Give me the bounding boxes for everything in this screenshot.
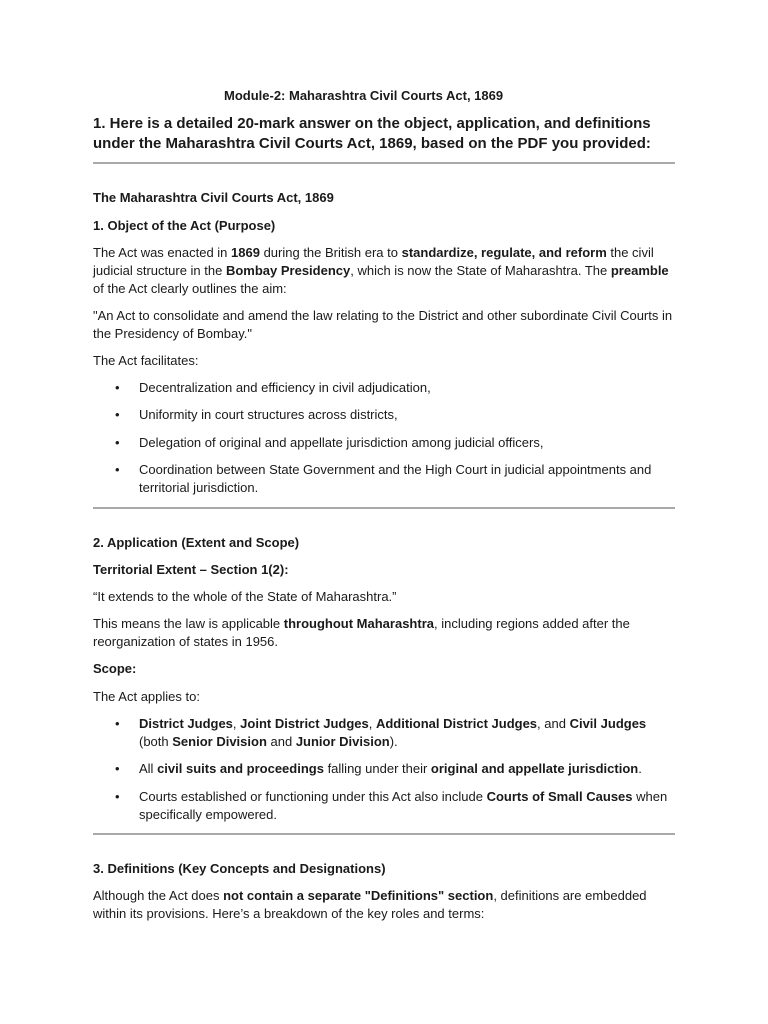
list-item bbox=[93, 379, 675, 397]
applies-label: The Act applies to: bbox=[93, 689, 200, 704]
bold-run: District Judges bbox=[139, 716, 233, 731]
bold-run: preamble bbox=[610, 263, 669, 278]
text-run: of the Act clearly outlines the aim: bbox=[93, 281, 287, 296]
object-paragraph bbox=[93, 244, 675, 298]
divider bbox=[93, 162, 675, 164]
definitions-paragraph bbox=[93, 887, 675, 923]
list-item-text: Coordination between State Government and the High Court in judicial appointments and territorial jurisdiction. bbox=[139, 462, 652, 495]
intro-paragraph: 1. Here is a detailed 20-mark answer on the object, application, and definitions under the Maharashtra Civil Courts Act, 1869, based on the PDF you provided: bbox=[93, 115, 651, 152]
list-item bbox=[93, 715, 675, 751]
bold-run: civil suits and proceedings bbox=[157, 761, 324, 776]
text-run: Although the Act does bbox=[93, 888, 224, 903]
text-run: , definitions are embedded within its provisions. Here’s a breakdown of the key roles and terms: bbox=[93, 888, 647, 921]
divider bbox=[93, 507, 675, 509]
text-run: , bbox=[232, 716, 241, 731]
text-run: , bbox=[368, 716, 376, 731]
bullet-icon: • bbox=[115, 761, 120, 776]
bold-run: original and appellate jurisdiction bbox=[430, 761, 639, 776]
bullet-icon: • bbox=[115, 716, 120, 731]
bold-run: Senior Division bbox=[172, 734, 267, 749]
text-run: during the British era to bbox=[259, 245, 402, 260]
section-heading-application: 2. Application (Extent and Scope) bbox=[93, 535, 300, 550]
bold-run: Junior Division bbox=[295, 734, 390, 749]
list-item-text bbox=[139, 788, 675, 824]
text-run: This means the law is applicable bbox=[93, 616, 284, 631]
bold-run: not contain a separate "Definitions" section bbox=[223, 888, 494, 903]
bold-run: standardize, regulate, and reform bbox=[401, 245, 607, 260]
list-item-text: Uniformity in court structures across districts, bbox=[139, 407, 398, 422]
bold-run: 1869 bbox=[231, 245, 260, 260]
application-paragraph bbox=[93, 615, 675, 651]
text-run: ). bbox=[389, 734, 398, 749]
extent-quote: “It extends to the whole of the State of Maharashtra.” bbox=[93, 589, 397, 604]
text-run: , and bbox=[537, 716, 570, 731]
list-item-text bbox=[139, 760, 675, 778]
facilitates-label: The Act facilitates: bbox=[93, 353, 199, 368]
list-item-text: Decentralization and efficiency in civil adjudication, bbox=[139, 380, 431, 395]
bold-run: Joint District Judges bbox=[240, 716, 369, 731]
bold-run: Courts of Small Causes bbox=[486, 789, 633, 804]
bullet-icon: • bbox=[115, 435, 120, 450]
section-heading-object: 1. Object of the Act (Purpose) bbox=[93, 218, 276, 233]
text-run: , which is now the State of Maharashtra. The bbox=[350, 263, 611, 278]
text-run: , including regions added after the reorganization of states in 1956. bbox=[93, 616, 630, 649]
document-title: Module-2: Maharashtra Civil Courts Act, 1869 bbox=[224, 88, 504, 103]
divider bbox=[93, 833, 675, 835]
preamble-quote: "An Act to consolidate and amend the law relating to the District and other subordinate Civil Courts in the Presidency of Bombay." bbox=[93, 308, 673, 341]
text-run: (both bbox=[139, 734, 173, 749]
bullet-icon: • bbox=[115, 407, 120, 422]
text-run: All bbox=[139, 761, 158, 776]
bold-run: Bombay Presidency bbox=[225, 263, 351, 278]
bold-run: throughout Maharashtra bbox=[283, 616, 434, 631]
list-item bbox=[93, 760, 675, 778]
section-heading-definitions: 3. Definitions (Key Concepts and Designations) bbox=[93, 861, 386, 876]
text-run: when specifically empowered. bbox=[139, 789, 668, 822]
list-item bbox=[93, 461, 675, 497]
text-run: the civil judicial structure in the bbox=[93, 245, 654, 278]
list-item bbox=[93, 788, 675, 824]
text-run: falling under their bbox=[323, 761, 431, 776]
scope-heading: Scope: bbox=[93, 661, 137, 676]
text-run: Courts established or functioning under this Act also include bbox=[139, 789, 487, 804]
list-item bbox=[93, 434, 675, 452]
text-run: The Act was enacted in bbox=[93, 245, 232, 260]
bold-run: Civil Judges bbox=[569, 716, 647, 731]
bullet-icon: • bbox=[115, 380, 120, 395]
act-heading: The Maharashtra Civil Courts Act, 1869 bbox=[93, 190, 334, 205]
bullet-icon: • bbox=[115, 789, 120, 804]
list-item-text: Delegation of original and appellate jurisdiction among judicial officers, bbox=[139, 435, 544, 450]
territorial-extent-heading: Territorial Extent – Section 1(2): bbox=[93, 562, 289, 577]
bold-run: Additional District Judges bbox=[375, 716, 538, 731]
bullet-icon: • bbox=[115, 462, 120, 477]
list-item-text bbox=[139, 715, 675, 751]
text-run: and bbox=[266, 734, 296, 749]
list-item bbox=[93, 406, 675, 424]
text-run: . bbox=[638, 761, 642, 776]
